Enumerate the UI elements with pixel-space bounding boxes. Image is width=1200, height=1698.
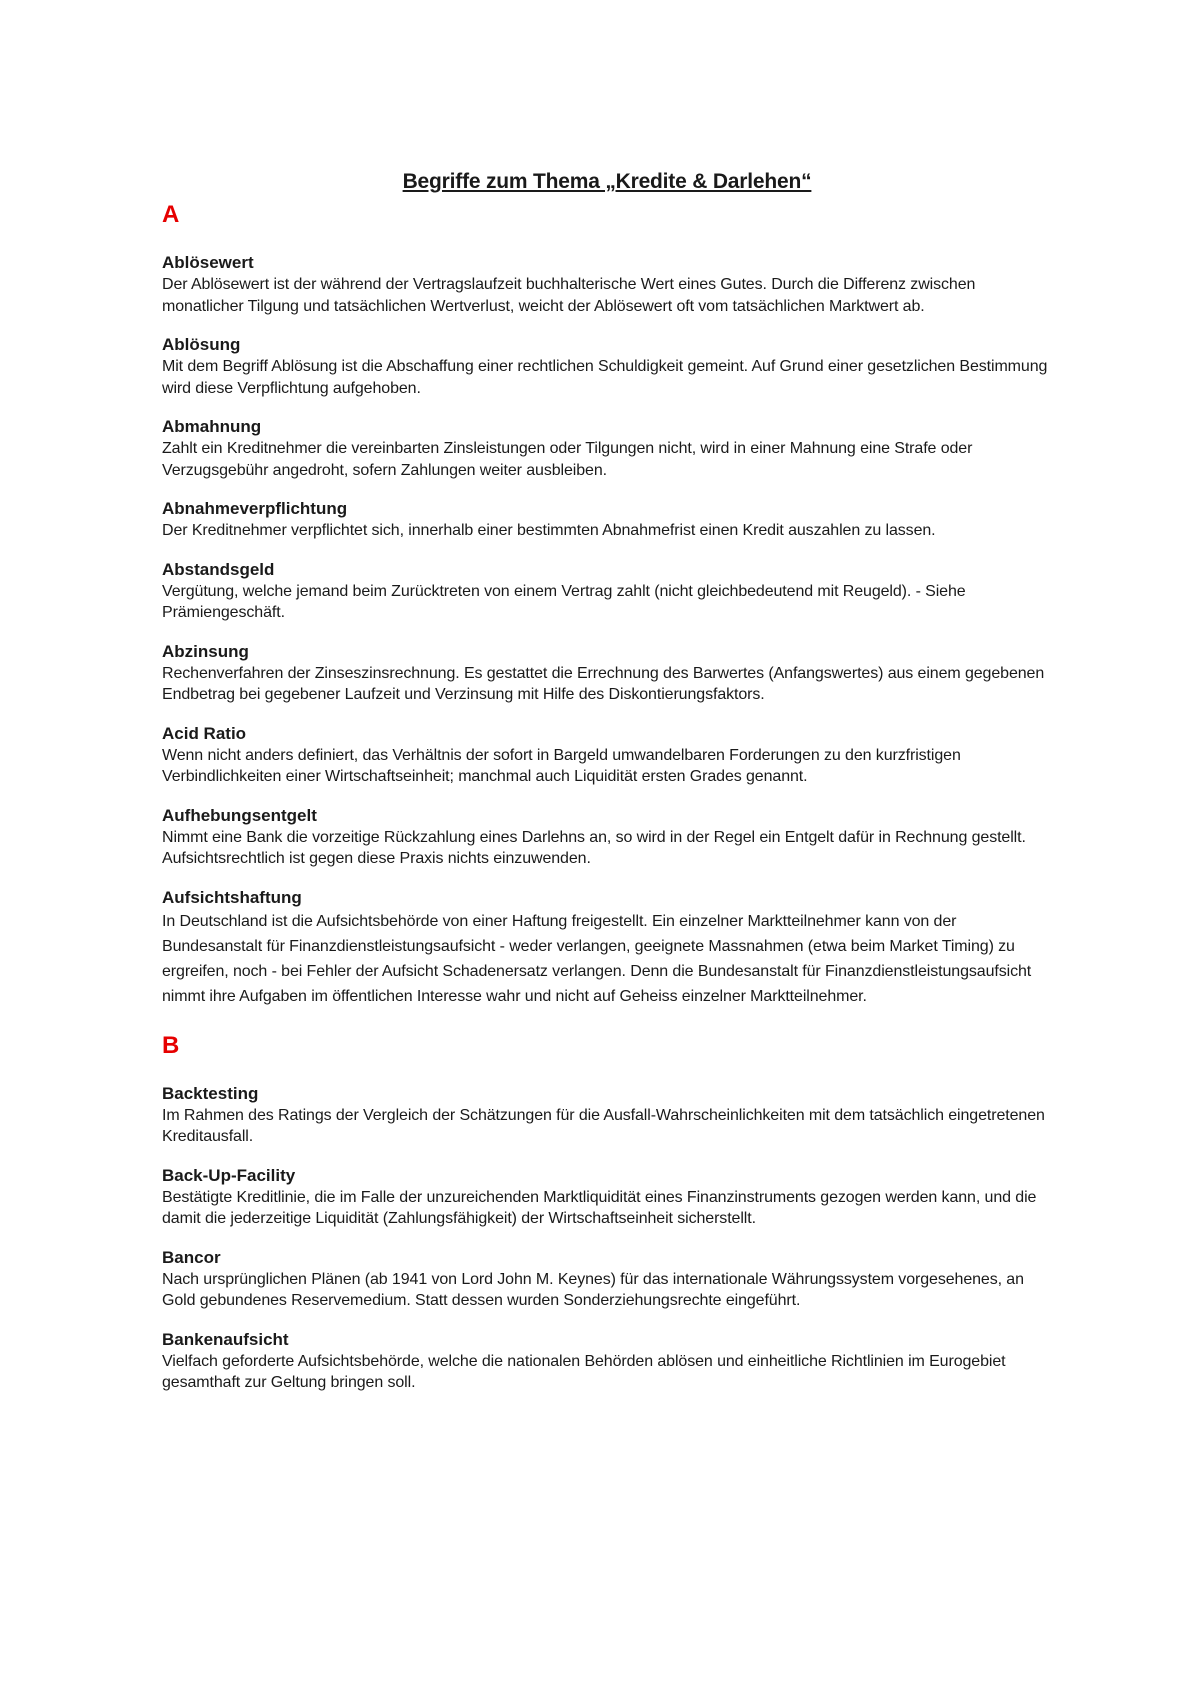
entry-back-up-facility (162, 1165, 1052, 1230)
page-title: Begriffe zum Thema „Kredite & Darlehen“ (402, 170, 812, 193)
entry-bancor (162, 1247, 1052, 1312)
entry-aufhebungsentgelt (162, 805, 1052, 870)
entry-definition: Vielfach geforderte Aufsichtsbehörde, welche die nationalen Behörden ablösen und einheitliche Richtlinien im Eurogebiet gesamthaft zur Geltung bringen soll. (162, 1352, 1006, 1391)
entry-definition: Der Kreditnehmer verpflichtet sich, innerhalb einer bestimmten Abnahmefrist einen Kredit auszahlen zu lassen. (162, 522, 936, 539)
entry-aufsichtshaftung (162, 887, 1052, 1009)
entry-term: Bancor (162, 1247, 221, 1267)
entry-definition: Nimmt eine Bank die vorzeitige Rückzahlung eines Darlehns an, so wird in der Regel ein Entgelt dafür in Rechnung gestellt. Aufsichtsrechtlich ist gegen diese Praxis nichts einzuwenden. (162, 828, 1026, 867)
entry-term: Ablösung (162, 335, 241, 354)
entry-abmahnung (162, 416, 1052, 481)
entry-term: Ablösewert (162, 253, 254, 272)
entry-definition: Bestätigte Kreditlinie, die im Falle der unzureichenden Marktliquidität eines Finanzinstruments gezogen werden kann, und die damit die jederzeitige Liquidität (Zahlungsfähigkeit) der Wirtschaftseinheit sicherstellt. (162, 1188, 1037, 1227)
entry-definition: Vergütung, welche jemand beim Zurücktreten von einem Vertrag zahlt (nicht gleichbedeutend mit Reugeld). - Siehe Prämiengeschäft. (162, 582, 966, 621)
entry-acid-ratio (162, 723, 1052, 788)
entry-definition: Der Ablösewert ist der während der Vertragslaufzeit buchhalterische Wert eines Gutes. Durch die Differenz zwischen monatlicher Tilgung und tatsächlichen Wertverlust, weicht der Ablösewert oft vom tatsächlichen Marktwert ab. (162, 276, 976, 315)
section-letter-b: B (162, 1031, 180, 1059)
entry-term: Abstandsgeld (162, 559, 275, 579)
entry-term: Acid Ratio (162, 723, 247, 743)
entry-term: Aufsichtshaftung (162, 887, 302, 907)
entry-term: Abnahmeverpflichtung (162, 499, 348, 518)
section-letter-a: A (162, 201, 180, 228)
entry-term: Backtesting (162, 1083, 259, 1103)
entry-term: Back-Up-Facility (162, 1165, 296, 1185)
entry-definition: In Deutschland ist die Aufsichtsbehörde von einer Haftung freigestellt. Ein einzelner Marktteilnehmer kann von der Bundesanstalt für Finanzdienstleistungsaufsicht - weder verlangen, geeignete Massnahmen (etwa beim Market Timing) zu ergreifen, noch - bei Fehler der Aufsicht Schadenersatz verlangen. Denn die Bundesanstalt für Finanzdienstleistungsaufsicht nimmt ihre Aufgaben im öffentlichen Interesse wahr und nicht auf Geheiss einzelner Marktteilnehmer. (162, 912, 1032, 1005)
entry-definition: Nach ursprünglichen Plänen (ab 1941 von Lord John M. Keynes) für das internationale Währungssystem vorgesehenes, an Gold gebundenes Reservemedium. Statt dessen wurden Sonderziehungsrechte eingeführt. (162, 1270, 1024, 1309)
entry-term: Abmahnung (162, 417, 262, 436)
entry-abzinsung (162, 641, 1052, 706)
entry-abnahmeverpflichtung (162, 498, 1052, 542)
entry-term: Bankenaufsicht (162, 1329, 289, 1349)
entry-bankenaufsicht (162, 1329, 1052, 1394)
document-page (162, 168, 1052, 1411)
entry-term: Aufhebungsentgelt (162, 805, 317, 825)
entry-definition: Im Rahmen des Ratings der Vergleich der Schätzungen für die Ausfall-Wahrscheinlichkeiten mit dem tatsächlich eingetretenen Kreditausfall. (162, 1106, 1045, 1145)
entry-backtesting (162, 1083, 1052, 1148)
entry-definition: Rechenverfahren der Zinseszinsrechnung. Es gestattet die Errechnung des Barwertes (Anfangswertes) aus einem gegebenen Endbetrag bei gegebener Laufzeit und Verzinsung mit Hilfe des Diskontierungsfaktors. (162, 664, 1045, 703)
entry-term: Abzinsung (162, 641, 249, 661)
entry-definition: Mit dem Begriff Ablösung ist die Abschaffung einer rechtlichen Schuldigkeit gemeint. Auf Grund einer gesetzlichen Bestimmung wird diese Verpflichtung aufgehoben. (162, 358, 1048, 397)
entry-abloesung (162, 334, 1052, 399)
entry-abstandsgeld (162, 559, 1052, 624)
entry-definition: Wenn nicht anders definiert, das Verhältnis der sofort in Bargeld umwandelbaren Forderungen zu den kurzfristigen Verbindlichkeiten einer Wirtschaftseinheit; manchmal auch Liquidität ersten Grades genannt. (162, 746, 961, 785)
entry-definition: Zahlt ein Kreditnehmer die vereinbarten Zinsleistungen oder Tilgungen nicht, wird in einer Mahnung eine Strafe oder Verzugsgebühr angedroht, sofern Zahlungen weiter ausbleiben. (162, 440, 973, 479)
entry-abloesewert (162, 252, 1052, 317)
